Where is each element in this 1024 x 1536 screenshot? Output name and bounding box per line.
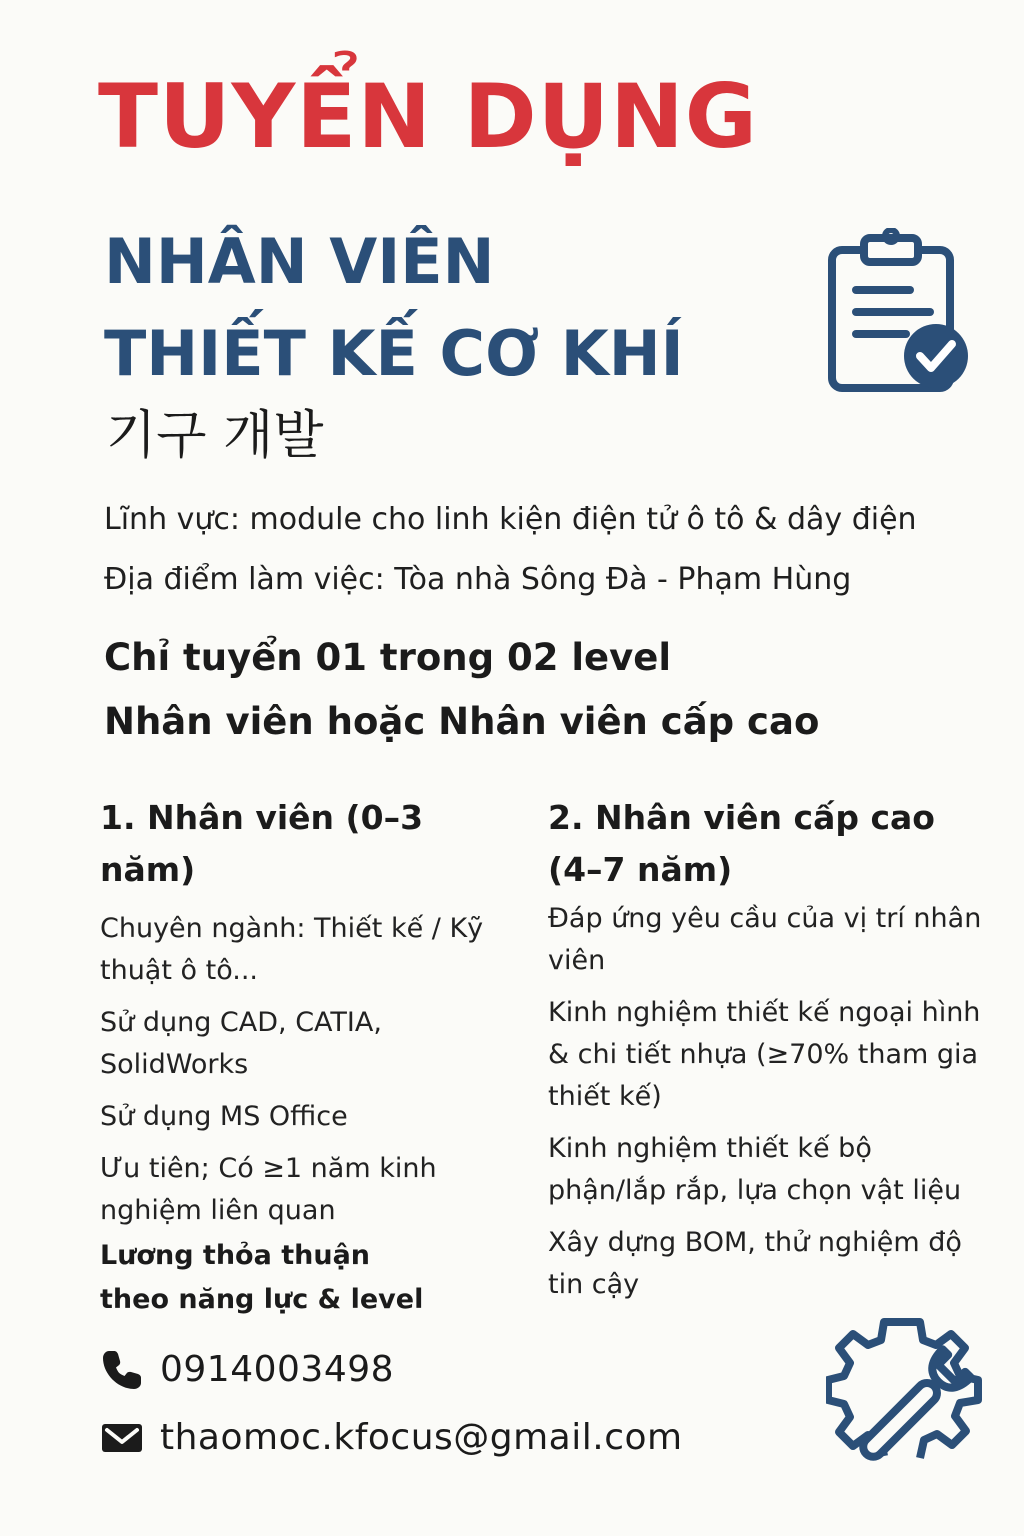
senior-requirement: Kinh nghiệm thiết kế bộ phận/lắp rắp, lựa chọn vật liệu [548, 1133, 962, 1206]
staff-requirement: Ưu tiên; Có ≥1 năm kinh nghiệm liên quan [100, 1153, 437, 1226]
staff-heading: 1. Nhân viên (0–3 năm) [100, 798, 424, 889]
senior-requirement: Xây dựng BOM, thử nghiệm độ tin cậy [548, 1227, 962, 1300]
clipboard-check-icon [826, 228, 976, 396]
field-info: Lĩnh vực: module cho linh kiện điện tử ô tô & dây điện [104, 502, 917, 537]
location-info: Địa điểm làm việc: Tòa nhà Sông Đà - Phạm Hùng [104, 562, 852, 597]
senior-heading: 2. Nhân viên cấp cao (4–7 năm) [548, 798, 935, 889]
phone-contact[interactable] [100, 1344, 394, 1396]
phone-icon [100, 1348, 144, 1392]
email-contact[interactable] [100, 1412, 683, 1464]
email-address[interactable]: thaomoc.kfocus@gmail.com [160, 1417, 683, 1458]
salary-note [100, 1234, 423, 1322]
salary-line1: Lương thỏa thuận [100, 1240, 371, 1271]
job-title-line1: NHÂN VIÊN [104, 225, 495, 298]
gear-wrench-icon [826, 1314, 994, 1482]
level-note-line1: Chỉ tuyển 01 trong 02 level [104, 636, 671, 679]
senior-requirement: Đáp ứng yêu cầu của vị trí nhân viên [548, 903, 982, 976]
staff-column [100, 792, 520, 1232]
staff-requirement: Chuyên ngành: Thiết kế / Kỹ thuật ô tô... [100, 913, 484, 986]
mail-icon [100, 1416, 144, 1460]
phone-number[interactable]: 0914003498 [160, 1349, 395, 1390]
senior-requirement: Kinh nghiệm thiết kế ngoại hình & chi tiết nhựa (≥70% tham gia thiết kế) [548, 997, 981, 1112]
senior-column [548, 792, 988, 1306]
salary-line2: theo năng lực & level [100, 1284, 424, 1315]
korean-title: 기구 개발 [106, 406, 324, 466]
staff-requirement: Sử dụng MS Office [100, 1101, 348, 1132]
level-note-line2: Nhân viên hoặc Nhân viên cấp cao [104, 700, 820, 743]
staff-requirement: Sử dụng CAD, CATIA, SolidWorks [100, 1007, 382, 1080]
page-title: TUYỂN DỤNG [98, 65, 758, 168]
job-title-line2: THIẾT KẾ CƠ KHÍ [104, 317, 684, 390]
